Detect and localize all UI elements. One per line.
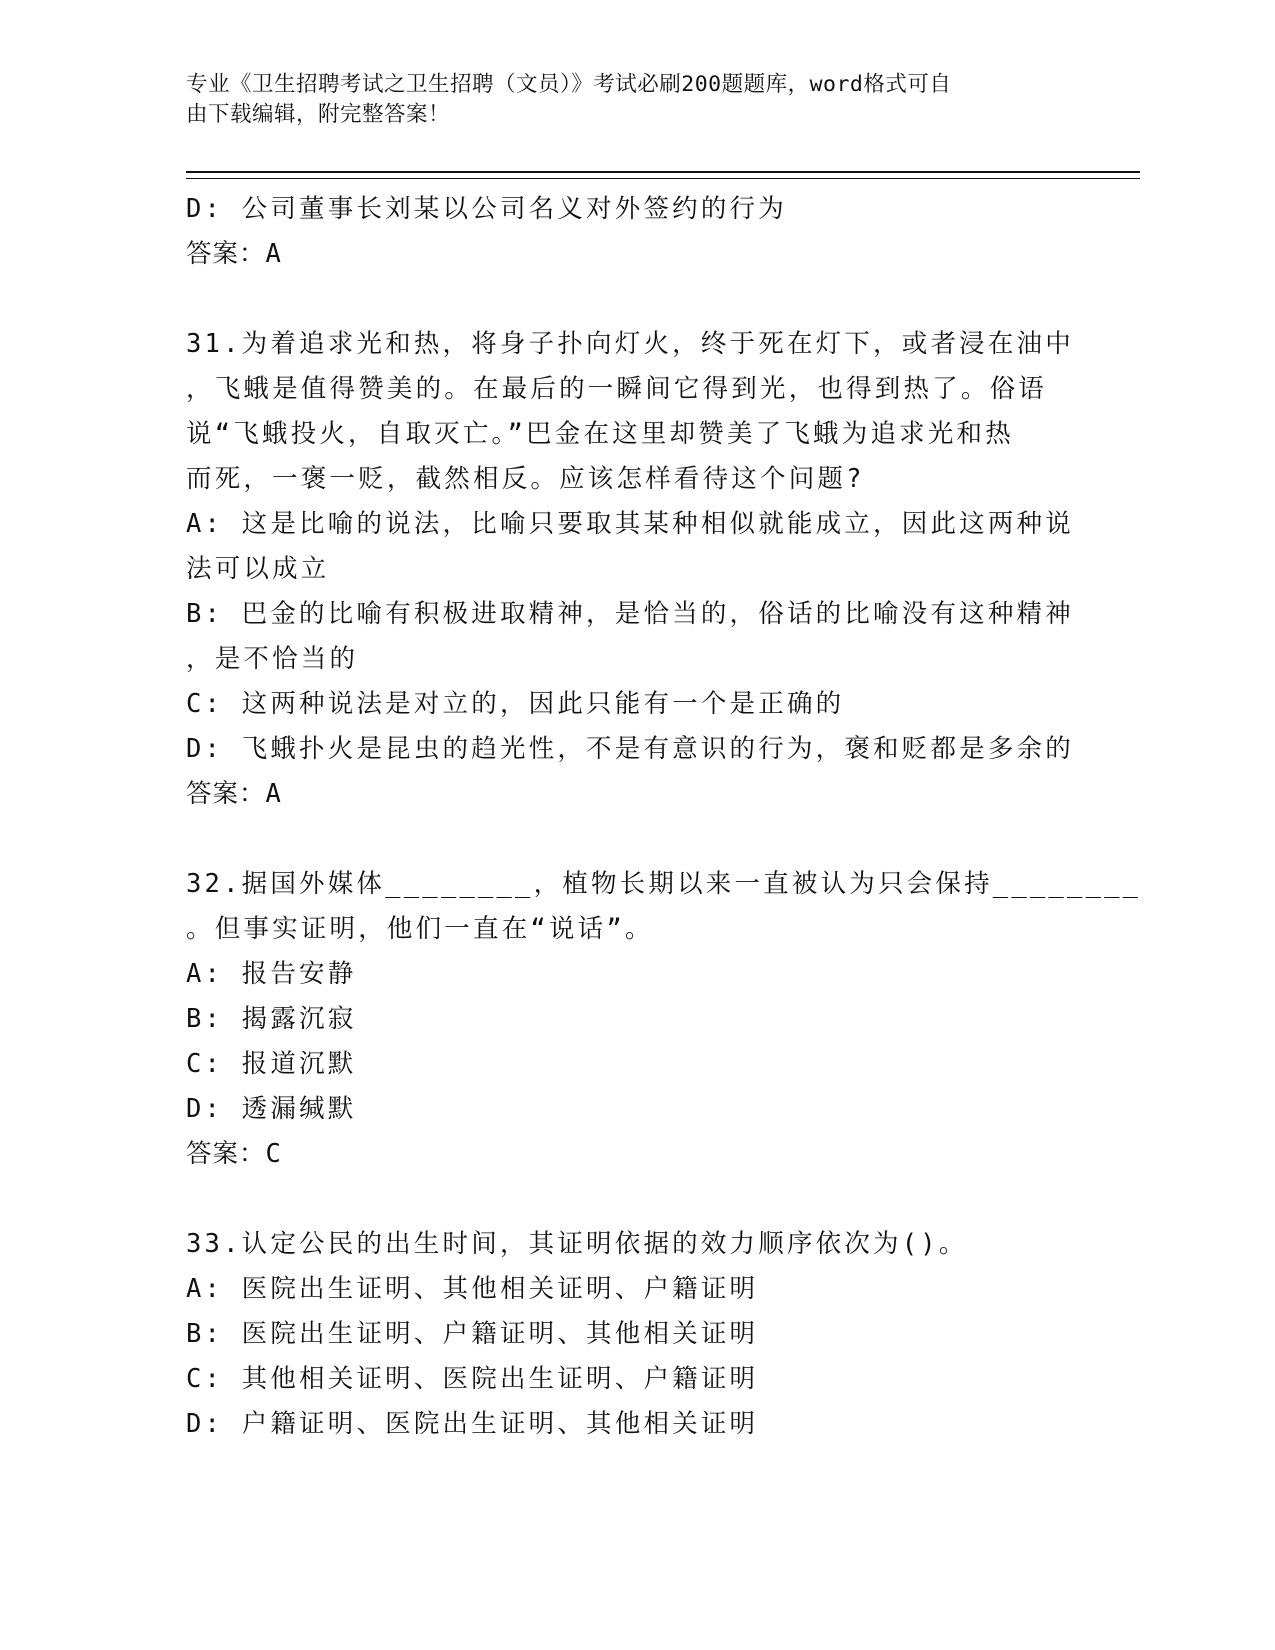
option-line: C: 这两种说法是对立的，因此只能有一个是正确的: [186, 689, 845, 719]
question-block: [186, 862, 1142, 1177]
answer-line: 答案：A: [186, 779, 282, 809]
question-block: [186, 322, 1074, 817]
header-line: 由下载编辑，附完整答案！: [186, 102, 451, 127]
option-line: D: 透漏缄默: [186, 1094, 357, 1124]
question-block: [186, 187, 1066, 277]
option-line: D: 户籍证明、医院出生证明、其他相关证明: [186, 1409, 759, 1439]
option-line: B: 揭露沉寂: [186, 1004, 357, 1034]
option-line: B: 医院出生证明、户籍证明、其他相关证明: [186, 1319, 759, 1349]
option-line: A: 报告安静: [186, 959, 357, 989]
option-line: ，是不恰当的: [186, 644, 359, 674]
question-list: [186, 187, 1142, 1447]
option-line: D: 飞蛾扑火是昆虫的趋光性，不是有意识的行为，褒和贬都是多余的: [186, 734, 1074, 764]
question-text: 33.认定公民的出生时间，其证明依据的效力顺序依次为()。: [186, 1229, 968, 1259]
header-rule-thick: [186, 171, 1140, 173]
question-block: [186, 1222, 1066, 1447]
header-rule-thin: [186, 178, 1140, 179]
spacer: [186, 817, 1066, 862]
spacer: [186, 277, 1066, 322]
option-line: C: 其他相关证明、医院出生证明、户籍证明: [186, 1364, 759, 1394]
question-text: 说“飞蛾投火，自取灭亡。”巴金在这里却赞美了飞蛾为追求光和热: [186, 419, 1014, 449]
option-line: C: 报道沉默: [186, 1049, 357, 1079]
option-line: 法可以成立: [186, 554, 330, 584]
question-text: 32.据国外媒体________，植物长期以来一直被认为只会保持________: [186, 869, 1142, 899]
option-line: B: 巴金的比喻有积极进取精神，是恰当的，俗话的比喻没有这种精神: [186, 599, 1074, 629]
option-line: A: 医院出生证明、其他相关证明、户籍证明: [186, 1274, 759, 1304]
question-text: ，飞蛾是值得赞美的。在最后的一瞬间它得到光，也得到热了。俗语: [186, 374, 1048, 404]
question-text: 而死，一褒一贬，截然相反。应该怎样看待这个问题?: [186, 464, 865, 494]
answer-line: 答案：A: [186, 239, 282, 269]
answer-line: 答案：C: [186, 1139, 282, 1169]
question-text: 31.为着追求光和热，将身子扑向灯火，终于死在灯下，或者浸在油中: [186, 329, 1074, 359]
document-header: [186, 70, 1066, 130]
question-text: 。但事实证明，他们一直在“说话”。: [186, 914, 654, 944]
option-line: A: 这是比喻的说法，比喻只要取其某种相似就能成立，因此这两种说: [186, 509, 1074, 539]
header-line: 专业《卫生招聘考试之卫生招聘（文员）》考试必刷200题题库，word格式可自: [186, 72, 952, 97]
option-line: D: 公司董事长刘某以公司名义对外签约的行为: [186, 194, 787, 224]
spacer: [186, 1177, 1066, 1222]
